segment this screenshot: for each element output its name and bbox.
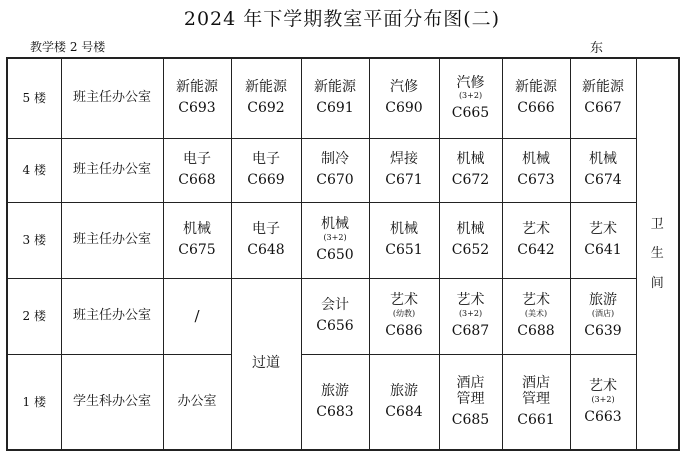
major-name: 电子 <box>252 221 280 238</box>
classroom-cell <box>231 138 301 202</box>
major-name: 旅游 <box>321 382 349 399</box>
classroom-cell <box>439 278 502 354</box>
slash-cell: / <box>163 278 231 354</box>
classroom-cell <box>570 138 636 202</box>
room-code: C668 <box>178 172 216 188</box>
room-code: C672 <box>451 172 490 188</box>
room-code: C663 <box>584 408 622 425</box>
major-name: 管理 <box>456 391 485 408</box>
class-tag: (3+2) <box>458 91 483 101</box>
class-tag: (美术) <box>524 309 548 319</box>
classroom-cell <box>301 278 369 354</box>
room-code: C639 <box>584 322 622 339</box>
major-name: 新能源 <box>314 79 356 96</box>
room-code: C690 <box>385 100 423 117</box>
room-code: C665 <box>451 105 490 122</box>
classroom-cell <box>570 58 636 138</box>
room-code: C652 <box>451 242 490 258</box>
classroom-cell <box>369 278 439 354</box>
direction-label: 东 <box>590 41 604 56</box>
room-code: C685 <box>451 412 490 429</box>
room-code: C669 <box>247 172 285 188</box>
page-title: 2024 年下学期教室平面分布图(二) <box>183 8 501 30</box>
office-cell: 班主任办公室 <box>61 58 163 138</box>
floor-row <box>7 354 679 450</box>
major-name: 酒店 <box>522 374 550 391</box>
floor-row <box>7 202 679 278</box>
major-name: 焊接 <box>390 151 418 168</box>
floor-plan-table <box>6 57 680 451</box>
room-code: C651 <box>385 242 423 258</box>
floor-label: 2 楼 <box>7 278 61 354</box>
classroom-cell <box>163 58 231 138</box>
major-name: 酒店 <box>456 374 485 391</box>
office-cell: 班主任办公室 <box>61 138 163 202</box>
office-cell: 班主任办公室 <box>61 278 163 354</box>
classroom-cell <box>570 354 636 450</box>
classroom-cell <box>369 202 439 278</box>
classroom-cell <box>439 202 502 278</box>
office-cell: 班主任办公室 <box>61 202 163 278</box>
floor-row <box>7 58 679 138</box>
major-name: 艺术 <box>589 221 617 238</box>
office-cell: 学生科办公室 <box>61 354 163 450</box>
major-name: 制冷 <box>321 151 349 168</box>
restroom-char: 卫 <box>650 216 664 232</box>
major-name: 会计 <box>321 297 349 314</box>
room-code: C687 <box>451 322 490 339</box>
major-name: 艺术 <box>522 221 550 238</box>
room-code: C674 <box>584 172 622 188</box>
classroom-cell <box>439 58 502 138</box>
room-code: C642 <box>517 242 555 258</box>
major-name: 机械 <box>456 221 485 238</box>
classroom-cell <box>502 202 570 278</box>
room-code: C661 <box>517 412 555 429</box>
room-code: C683 <box>316 403 354 420</box>
classroom-cell <box>231 202 301 278</box>
restroom-char: 生 <box>650 246 664 262</box>
room-code: C693 <box>178 100 216 117</box>
room-code: C648 <box>247 242 285 258</box>
classroom-cell <box>502 278 570 354</box>
classroom-cell <box>231 58 301 138</box>
major-name: 艺术 <box>522 292 550 309</box>
room-code: C688 <box>517 322 555 339</box>
classroom-cell <box>502 138 570 202</box>
classroom-cell <box>163 138 231 202</box>
major-name: 艺术 <box>390 292 418 309</box>
room-code: C650 <box>316 246 354 263</box>
restroom-char: 间 <box>650 275 664 291</box>
classroom-cell <box>439 354 502 450</box>
classroom-cell <box>502 354 570 450</box>
major-name: 旅游 <box>589 292 617 309</box>
major-name: 电子 <box>252 151 280 168</box>
classroom-cell <box>502 58 570 138</box>
class-tag: (3+2) <box>591 394 615 404</box>
major-name: 机械 <box>183 221 211 238</box>
room-code: C670 <box>316 172 354 188</box>
office-room-cell: 办公室 <box>163 354 231 450</box>
major-name: 电子 <box>183 151 211 168</box>
major-name: 艺术 <box>456 292 485 309</box>
classroom-cell <box>570 202 636 278</box>
major-name: 汽修 <box>456 74 485 91</box>
class-tag: (3+2) <box>458 309 483 319</box>
classroom-cell <box>570 278 636 354</box>
major-name: 新能源 <box>245 79 287 96</box>
classroom-cell <box>301 354 369 450</box>
classroom-cell <box>369 58 439 138</box>
classroom-cell <box>369 354 439 450</box>
class-tag: (幼教) <box>392 309 416 319</box>
class-tag: (酒店) <box>591 309 615 319</box>
major-name: 新能源 <box>582 79 624 96</box>
major-name: 机械 <box>321 216 349 233</box>
major-name: 机械 <box>456 151 485 168</box>
major-name: 艺术 <box>589 378 617 395</box>
floor-label: 1 楼 <box>7 354 61 450</box>
major-name: 旅游 <box>390 382 418 399</box>
classroom-cell <box>369 138 439 202</box>
room-code: C671 <box>385 172 423 188</box>
floor-row <box>7 138 679 202</box>
floor-row <box>7 278 679 354</box>
major-name: 汽修 <box>390 79 418 96</box>
room-code: C666 <box>517 100 555 117</box>
corridor-cell: 过道 <box>231 278 301 450</box>
major-name: 机械 <box>589 151 617 168</box>
class-tag: (3+2) <box>323 233 347 243</box>
restroom-cell <box>636 58 679 450</box>
classroom-cell <box>439 138 502 202</box>
room-code: C667 <box>584 100 622 117</box>
room-code: C656 <box>316 318 354 334</box>
room-code: C675 <box>178 242 216 258</box>
room-code: C684 <box>385 403 423 420</box>
classroom-cell <box>301 202 369 278</box>
major-name: 新能源 <box>176 79 218 96</box>
major-name: 管理 <box>522 391 550 408</box>
floor-label: 4 楼 <box>7 138 61 202</box>
room-code: C641 <box>584 242 622 258</box>
building-label: 教学楼 2 号楼 <box>30 40 106 54</box>
major-name: 新能源 <box>515 79 557 96</box>
floor-label: 5 楼 <box>7 58 61 138</box>
room-code: C686 <box>385 322 423 339</box>
floor-label: 3 楼 <box>7 202 61 278</box>
room-code: C673 <box>517 172 555 188</box>
room-code: C692 <box>247 100 285 117</box>
room-code: C691 <box>316 100 354 117</box>
major-name: 机械 <box>390 221 418 238</box>
classroom-cell <box>301 58 369 138</box>
classroom-cell <box>301 138 369 202</box>
major-name: 机械 <box>522 151 550 168</box>
classroom-cell <box>163 202 231 278</box>
